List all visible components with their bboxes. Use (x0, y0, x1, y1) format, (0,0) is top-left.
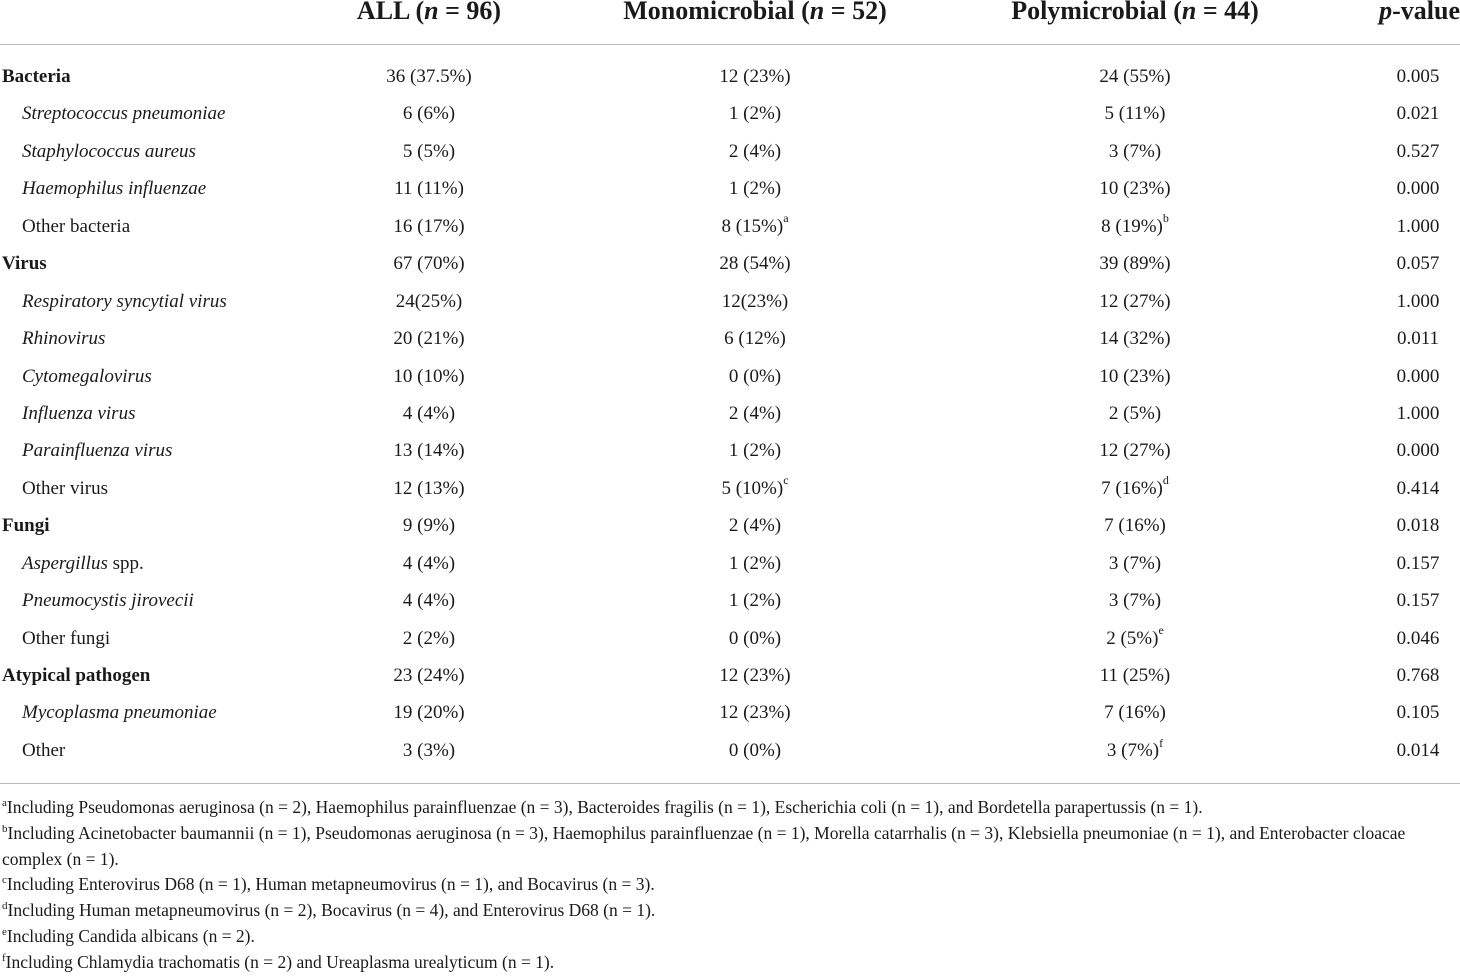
cell-p-value: 0.021 (1396, 103, 1440, 125)
cell-all: 9 (9%) (402, 515, 456, 537)
table-row (0, 246, 1460, 283)
footnote-mark: b (2, 822, 8, 835)
cell-p-value: 1.000 (1396, 290, 1440, 312)
cell-p-value: 0.157 (1396, 590, 1440, 612)
cell-polymicrobial: 3 (7%) (1108, 140, 1162, 162)
footnote-mark: f (2, 951, 6, 964)
row-label: Bacteria (2, 66, 71, 87)
cell-all: 23 (24%) (393, 665, 465, 686)
cell-monomicrobial: 0 (0%) (728, 627, 782, 649)
footnote-marker: f (1159, 735, 1164, 750)
footnotes (2, 795, 1458, 976)
cell-polymicrobial: 5 (11%) (1104, 103, 1166, 125)
cell-p-value: 0.414 (1396, 477, 1440, 499)
cell-all: 67 (70%) (393, 253, 465, 275)
row-label: Influenza virus (22, 402, 136, 424)
cell-polymicrobial: 8 $(19\%)^b$ (1101, 211, 1169, 237)
footnote: $^e$Including Candida albicans (n = 2). (2, 925, 255, 946)
cell-p-value: 1.000 (1396, 402, 1440, 424)
table-row (0, 59, 1460, 96)
cell-all: 6 (6%) (402, 103, 456, 125)
table-row (0, 96, 1460, 133)
table-row (0, 359, 1460, 396)
footnote-mark: c (2, 874, 7, 887)
cell-all: 19 (20%) (393, 702, 465, 724)
footnote-mark: a (2, 797, 7, 810)
cell-all: 4 (4%) (402, 552, 456, 574)
cell-all: 4 (4%) (402, 402, 456, 424)
table-row (0, 284, 1460, 321)
cell-all: 24(25%) (395, 290, 463, 312)
cell-monomicrobial: 0 (0%) (728, 365, 782, 387)
cell-all: 36 (37.5%) (386, 66, 472, 87)
row-label: Rhinovirus (22, 328, 106, 350)
cell-p-value: 0.000 (1396, 365, 1440, 387)
row-label: Mycoplasma pneumoniae (22, 702, 217, 724)
table-row (0, 695, 1460, 732)
cell-polymicrobial: 3 (7%) (1108, 552, 1162, 574)
cell-p-value: 0.057 (1396, 253, 1440, 275)
cell-p-value: 0.768 (1396, 665, 1440, 686)
cell-all: 2 (2%) (402, 627, 456, 649)
cell-polymicrobial: 24 (55%) (1099, 66, 1171, 87)
cell-polymicrobial: 7 (16%) (1104, 702, 1166, 724)
table-row (0, 546, 1460, 583)
header-all: ALL (n = 96) (356, 0, 502, 25)
row-label: Cytomegalovirus (22, 365, 152, 387)
cell-monomicrobial: 1 (2%) (728, 552, 782, 574)
table-row (0, 621, 1460, 658)
cell-monomicrobial: 1 (2%) (728, 178, 782, 200)
row-label: Aspergillus spp. (22, 552, 144, 574)
cell-monomicrobial: 2 (4%) (728, 140, 782, 162)
header-monomicrobial: Monomicrobial (n = 52) (623, 0, 887, 25)
row-label: Atypical pathogen (2, 665, 151, 686)
row-label: Other fungi (22, 627, 111, 649)
footnote-marker: a (783, 211, 789, 226)
cell-p-value: 0.000 (1396, 178, 1440, 200)
row-label: Parainfluenza virus (22, 440, 173, 462)
cell-all: 11 (11%) (394, 178, 464, 200)
table-body (0, 59, 1460, 770)
cell-monomicrobial: 5 $(10\%)^c$ (721, 473, 789, 499)
header-p-value: p-value (1379, 0, 1460, 25)
cell-monomicrobial: 1 (2%) (728, 590, 782, 612)
footnote: $^a$Including Pseudomonas aeruginosa (n = 2), Haemophilus parainfluenzae (n = 3), Bacteroides fragilis (n = 1), Escherichia coli (n = 1), and Bordetella parapertussis (n = 1). (2, 797, 1203, 817)
row-label: Fungi (2, 515, 50, 537)
table-row (0, 396, 1460, 433)
row-label: Other virus (22, 477, 109, 499)
cell-all: 3 (3%) (402, 739, 456, 761)
cell-polymicrobial: 39 (89%) (1099, 253, 1171, 275)
cell-monomicrobial: 12(23%) (721, 290, 789, 312)
table-bottom-rule (0, 783, 1460, 784)
table-row (0, 433, 1460, 470)
header-polymicrobial: Polymicrobial (n = 44) (1011, 0, 1259, 25)
cell-all: 20 (21%) (393, 328, 465, 350)
cell-monomicrobial: 28 (54%) (719, 253, 791, 275)
row-label: Haemophilus influenzae (22, 178, 207, 200)
cell-p-value: 0.018 (1396, 515, 1440, 537)
cell-monomicrobial: 12 (23%) (719, 702, 791, 724)
footnote-marker: b (1162, 211, 1169, 226)
cell-all: 16 (17%) (393, 215, 465, 237)
cell-polymicrobial: 2 (5%) (1108, 402, 1162, 424)
cell-all: 5 (5%) (402, 140, 456, 162)
table-row (0, 209, 1460, 246)
cell-monomicrobial: 1 (2%) (728, 440, 782, 462)
cell-polymicrobial: 7 $(16\%)^d$ (1101, 473, 1169, 499)
row-label: Respiratory syncytial virus (22, 290, 227, 312)
cell-p-value: 0.005 (1396, 66, 1440, 87)
row-label: Virus (2, 253, 47, 275)
cell-p-value: 0.046 (1396, 627, 1440, 649)
footnote: $^c$Including Enterovirus D68 (n = 1), Human metapneumovirus (n = 1), and Bocavirus (n = 3). (2, 874, 655, 895)
table-row (0, 171, 1460, 208)
table-header (0, 0, 1460, 45)
row-label: Other bacteria (22, 215, 131, 237)
cell-all: 13 (14%) (393, 440, 465, 462)
table-row (0, 733, 1460, 770)
footnote-marker: d (1162, 473, 1169, 488)
cell-polymicrobial: 14 (32%) (1099, 328, 1171, 350)
table-row (0, 134, 1460, 171)
cell-all: 4 (4%) (402, 590, 456, 612)
cell-p-value: 0.000 (1396, 440, 1440, 462)
cell-p-value: 0.157 (1396, 552, 1440, 574)
row-label: Other (22, 739, 66, 761)
cell-polymicrobial: 10 (23%) (1099, 178, 1171, 200)
cell-polymicrobial: 12 (27%) (1099, 290, 1171, 312)
row-label: Streptococcus pneumoniae (22, 103, 226, 125)
cell-monomicrobial: 1 (2%) (728, 103, 782, 125)
cell-polymicrobial: 11 (25%) (1099, 665, 1171, 686)
cell-polymicrobial: 7 (16%) (1104, 515, 1166, 537)
footnote-mark: d (2, 900, 8, 913)
cell-monomicrobial: 12 (23%) (719, 66, 791, 87)
cell-polymicrobial: 2 $(5\%)^e$ (1106, 623, 1164, 649)
cell-monomicrobial: 2 (4%) (728, 402, 782, 424)
footnote: $^d$Including Human metapneumovirus (n = 2), Bocavirus (n = 4), and Enterovirus D68 (n = 1). (2, 900, 656, 921)
cell-monomicrobial: 12 (23%) (719, 665, 791, 686)
cell-polymicrobial: 3 (7%) (1108, 590, 1162, 612)
footnote-mark: e (2, 926, 7, 939)
row-label: Pneumocystis jirovecii (22, 590, 194, 612)
table-row (0, 321, 1460, 358)
cell-monomicrobial: 6 (12%) (724, 328, 786, 350)
table-row (0, 471, 1460, 508)
footnote-marker: c (783, 473, 789, 488)
cell-polymicrobial: 10 (23%) (1099, 365, 1171, 387)
table-row (0, 508, 1460, 545)
table-row (0, 583, 1460, 620)
cell-polymicrobial: 3 $(7\%)^f$ (1106, 735, 1164, 761)
cell-monomicrobial: 2 (4%) (728, 515, 782, 537)
footnote: $^b$Including Acinetobacter baumannii (n = 1), Pseudomonas aeruginosa (n = 3), Haemophilus parainfluenzae (n = 1), Morella catarrhalis (n = 3), Klebsiella pneumoniae (n = 1), and Enterobacter cloacae complex (n = 1). (2, 822, 1406, 869)
cell-p-value: 0.011 (1396, 328, 1440, 350)
cell-monomicrobial: 0 (0%) (728, 739, 782, 761)
row-label: Staphylococcus aureus (22, 140, 196, 162)
cell-all: 10 (10%) (393, 365, 465, 387)
cell-all: 12 (13%) (393, 477, 465, 499)
cell-p-value: 0.105 (1396, 702, 1440, 724)
table-row (0, 658, 1460, 695)
cell-p-value: 0.014 (1396, 739, 1440, 761)
footnote-marker: e (1158, 623, 1164, 638)
cell-polymicrobial: 12 (27%) (1099, 440, 1171, 462)
cell-monomicrobial: 8 $(15\%)^a$ (721, 211, 789, 237)
cell-p-value: 1.000 (1396, 215, 1440, 237)
cell-p-value: 0.527 (1396, 140, 1440, 162)
footnote: $^f$Including Chlamydia trachomatis (n = 2) and Ureaplasma urealyticum (n = 1). (2, 951, 555, 972)
